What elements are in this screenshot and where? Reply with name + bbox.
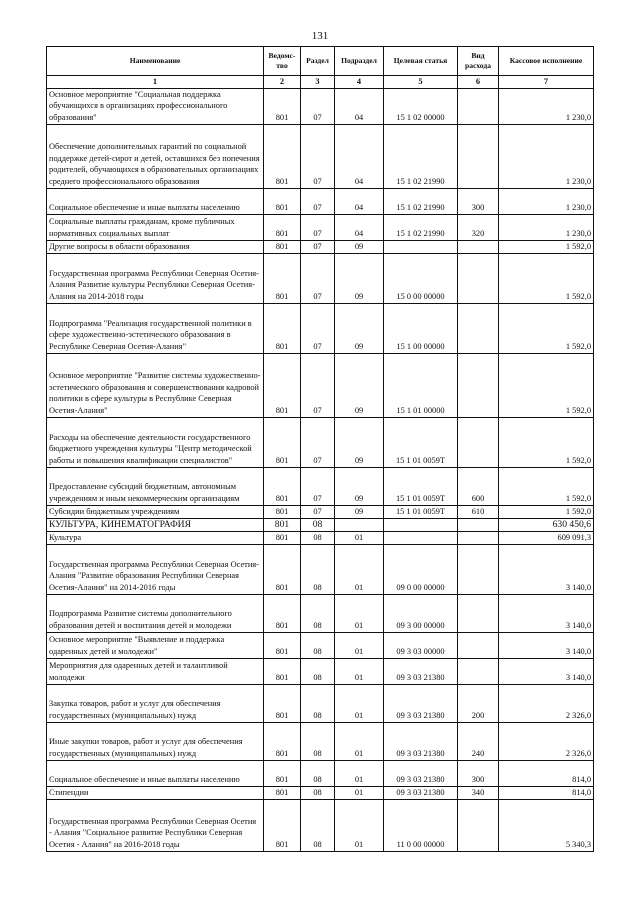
row-vedomstvo: 801: [264, 253, 301, 303]
row-podrazdel: 01: [335, 760, 384, 786]
row-ispolnenie: 1 592,0: [499, 467, 594, 505]
header-ispolnenie: Кассовое исполнение: [499, 47, 594, 76]
row-podrazdel: 01: [335, 684, 384, 722]
row-statya: 15 1 01 00000: [384, 353, 458, 417]
table-row: [47, 240, 594, 253]
row-vid: 610: [458, 505, 499, 518]
row-name: Социальное обеспечение и иные выплаты населению: [47, 760, 264, 786]
row-razdel: 07: [301, 505, 335, 518]
row-vid: [458, 124, 499, 188]
row-vedomstvo: 801: [264, 799, 301, 851]
row-statya: 09 3 03 21380: [384, 722, 458, 760]
row-name: Расходы на обеспечение деятельности государственного бюджетного учреждения культуры "Центр методической работы и повышения квалификации специалистов": [47, 417, 264, 467]
row-razdel: 08: [301, 594, 335, 632]
table-row: [47, 214, 594, 240]
row-vedomstvo: 801: [264, 658, 301, 684]
row-podrazdel: 04: [335, 188, 384, 214]
column-number: 3: [301, 76, 335, 89]
row-vedomstvo: 801: [264, 303, 301, 353]
row-name: Социальные выплаты гражданам, кроме публичных нормативных социальных выплат: [47, 214, 264, 240]
row-razdel: 07: [301, 467, 335, 505]
row-ispolnenie: 814,0: [499, 760, 594, 786]
row-statya: 15 1 02 21990: [384, 214, 458, 240]
row-razdel: 07: [301, 303, 335, 353]
column-number: 4: [335, 76, 384, 89]
row-vedomstvo: 801: [264, 188, 301, 214]
row-statya: 09 3 03 21380: [384, 658, 458, 684]
row-name: Предоставление субсидий бюджетным, автономным учреждениям и иным некоммерческим организациям: [47, 467, 264, 505]
row-name: Государственная программа Республики Северная Осетия-Алания "Развитие образования Республики Северная Осетия-Алания" на 2014-2016 годы: [47, 544, 264, 594]
row-podrazdel: 01: [335, 786, 384, 799]
row-name: Государственная программа Республики Северная Осетия-Алания Развитие культуры Республики Северная Осетия-Алания на 2014-2018 годы: [47, 253, 264, 303]
row-vid: 300: [458, 760, 499, 786]
row-ispolnenie: 1 230,0: [499, 124, 594, 188]
row-name: КУЛЬТУРА, КИНЕМАТОГРАФИЯ: [47, 518, 264, 531]
table-row: [47, 594, 594, 632]
table-row: [47, 632, 594, 658]
row-name: Субсидии бюджетным учреждениям: [47, 505, 264, 518]
table-row: [47, 722, 594, 760]
table-row: [47, 303, 594, 353]
row-vedomstvo: 801: [264, 722, 301, 760]
row-ispolnenie: 3 140,0: [499, 594, 594, 632]
row-ispolnenie: 3 140,0: [499, 658, 594, 684]
header-vid: Вид расхода: [458, 47, 499, 76]
row-ispolnenie: 630 450,6: [499, 518, 594, 531]
row-podrazdel: 09: [335, 303, 384, 353]
table-row: [47, 353, 594, 417]
row-statya: 09 3 03 21380: [384, 760, 458, 786]
row-vedomstvo: 801: [264, 594, 301, 632]
row-podrazdel: 04: [335, 214, 384, 240]
table-row: [47, 467, 594, 505]
row-vedomstvo: 801: [264, 353, 301, 417]
row-razdel: 08: [301, 531, 335, 544]
row-podrazdel: 01: [335, 722, 384, 760]
header-statya: Целевая статья: [384, 47, 458, 76]
row-vedomstvo: 801: [264, 467, 301, 505]
table-row: [47, 531, 594, 544]
row-razdel: 08: [301, 786, 335, 799]
row-razdel: 08: [301, 760, 335, 786]
row-razdel: 08: [301, 684, 335, 722]
row-ispolnenie: 1 592,0: [499, 353, 594, 417]
row-razdel: 07: [301, 253, 335, 303]
table-row: [47, 658, 594, 684]
row-ispolnenie: 1 592,0: [499, 417, 594, 467]
row-name: Подпрограмма Развитие системы дополнительного образования детей и воспитания детей и молодежи: [47, 594, 264, 632]
header-vedomstvo: Ведомс-тво: [264, 47, 301, 76]
row-vedomstvo: 801: [264, 505, 301, 518]
header-podrazdel: Подраздел: [335, 47, 384, 76]
row-razdel: 07: [301, 88, 335, 124]
row-statya: 15 1 00 00000: [384, 303, 458, 353]
table-row: [47, 188, 594, 214]
row-ispolnenie: 609 091,3: [499, 531, 594, 544]
row-razdel: 07: [301, 214, 335, 240]
row-statya: 15 1 02 00000: [384, 88, 458, 124]
row-ispolnenie: 1 592,0: [499, 240, 594, 253]
row-razdel: 08: [301, 518, 335, 531]
row-statya: 09 3 00 00000: [384, 594, 458, 632]
table-row: [47, 799, 594, 851]
row-razdel: 07: [301, 353, 335, 417]
row-podrazdel: 09: [335, 467, 384, 505]
row-vid: [458, 253, 499, 303]
row-podrazdel: 09: [335, 253, 384, 303]
row-statya: 09 3 03 00000: [384, 632, 458, 658]
row-razdel: 08: [301, 799, 335, 851]
row-razdel: 07: [301, 240, 335, 253]
row-statya: [384, 531, 458, 544]
table-row: [47, 124, 594, 188]
row-statya: 15 1 01 0059Т: [384, 417, 458, 467]
row-podrazdel: 01: [335, 531, 384, 544]
row-vid: [458, 518, 499, 531]
row-razdel: 07: [301, 417, 335, 467]
row-statya: 15 1 01 0059Т: [384, 505, 458, 518]
row-name: Основное мероприятие "Развитие системы художественно-эстетического образования и совершенствования кадровой политики в сфере культуры в Республике Северная Осетия-Алания": [47, 353, 264, 417]
header-razdel: Раздел: [301, 47, 335, 76]
row-ispolnenie: 814,0: [499, 786, 594, 799]
row-ispolnenie: 3 140,0: [499, 544, 594, 594]
row-ispolnenie: 1 230,0: [499, 214, 594, 240]
row-vedomstvo: 801: [264, 760, 301, 786]
table-row: [47, 684, 594, 722]
row-vedomstvo: 801: [264, 124, 301, 188]
row-podrazdel: 04: [335, 88, 384, 124]
table-row: [47, 518, 594, 531]
row-podrazdel: 01: [335, 544, 384, 594]
row-ispolnenie: 1 592,0: [499, 253, 594, 303]
row-name: Стипендии: [47, 786, 264, 799]
row-vid: 200: [458, 684, 499, 722]
row-vedomstvo: 801: [264, 88, 301, 124]
row-name: Государственная программа Республики Северная Осетия - Алания "Социальное развитие Республики Северная Осетия - Алания" на 2016-2018 годы: [47, 799, 264, 851]
table-row: [47, 88, 594, 124]
row-vedomstvo: 801: [264, 786, 301, 799]
row-vid: 240: [458, 722, 499, 760]
row-podrazdel: 09: [335, 353, 384, 417]
row-vid: [458, 88, 499, 124]
row-statya: 09 3 03 21380: [384, 684, 458, 722]
row-razdel: 08: [301, 722, 335, 760]
column-number: 1: [47, 76, 264, 89]
row-vid: 300: [458, 188, 499, 214]
row-razdel: 07: [301, 188, 335, 214]
row-ispolnenie: 5 340,3: [499, 799, 594, 851]
row-statya: 09 0 00 00000: [384, 544, 458, 594]
column-number-row: [47, 76, 594, 89]
row-vid: [458, 240, 499, 253]
row-ispolnenie: 1 592,0: [499, 303, 594, 353]
row-name: Иные закупки товаров, работ и услуг для обеспечения государственных (муниципальных) нужд: [47, 722, 264, 760]
row-podrazdel: 01: [335, 799, 384, 851]
row-vedomstvo: 801: [264, 240, 301, 253]
table-row: [47, 417, 594, 467]
row-vid: [458, 594, 499, 632]
row-podrazdel: [335, 518, 384, 531]
table-row: [47, 544, 594, 594]
row-vid: 340: [458, 786, 499, 799]
row-podrazdel: 09: [335, 240, 384, 253]
row-ispolnenie: 1 230,0: [499, 88, 594, 124]
row-vid: [458, 417, 499, 467]
budget-table: [46, 46, 594, 852]
row-vid: [458, 531, 499, 544]
row-name: Мероприятия для одаренных детей и талантливой молодежи: [47, 658, 264, 684]
row-ispolnenie: 2 326,0: [499, 722, 594, 760]
row-statya: 09 3 03 21380: [384, 786, 458, 799]
row-razdel: 08: [301, 544, 335, 594]
row-name: Социальное обеспечение и иные выплаты населению: [47, 188, 264, 214]
row-vedomstvo: 801: [264, 632, 301, 658]
row-name: Другие вопросы в области образования: [47, 240, 264, 253]
row-podrazdel: 09: [335, 417, 384, 467]
row-name: Основное мероприятие "Выявление и поддержка одаренных детей и молодежи": [47, 632, 264, 658]
row-vid: 320: [458, 214, 499, 240]
row-vid: [458, 658, 499, 684]
row-ispolnenie: 1 592,0: [499, 505, 594, 518]
row-podrazdel: 01: [335, 658, 384, 684]
header-row: [47, 47, 594, 76]
row-name: Подпрограмма "Реализация государственной политики в сфере художественно-эстетического образования в Республике Северная Осетия-Алания": [47, 303, 264, 353]
row-statya: 15 0 00 00000: [384, 253, 458, 303]
row-statya: [384, 518, 458, 531]
table-row: [47, 505, 594, 518]
table-body: [47, 88, 594, 851]
row-vedomstvo: 801: [264, 531, 301, 544]
row-razdel: 07: [301, 124, 335, 188]
row-vedomstvo: 801: [264, 417, 301, 467]
row-name: Основное мероприятие "Социальная поддержка обучающихся в организациях профессионального образования": [47, 88, 264, 124]
row-ispolnenie: 3 140,0: [499, 632, 594, 658]
row-vid: [458, 799, 499, 851]
row-vid: [458, 303, 499, 353]
row-vedomstvo: 801: [264, 518, 301, 531]
table-row: [47, 760, 594, 786]
row-razdel: 08: [301, 632, 335, 658]
row-vedomstvo: 801: [264, 214, 301, 240]
table-row: [47, 253, 594, 303]
row-ispolnenie: 2 326,0: [499, 684, 594, 722]
row-statya: 15 1 02 21990: [384, 188, 458, 214]
row-podrazdel: 04: [335, 124, 384, 188]
row-statya: [384, 240, 458, 253]
column-number: 2: [264, 76, 301, 89]
row-razdel: 08: [301, 658, 335, 684]
row-vid: [458, 544, 499, 594]
row-name: Культура: [47, 531, 264, 544]
row-vid: [458, 632, 499, 658]
row-podrazdel: 01: [335, 632, 384, 658]
row-vedomstvo: 801: [264, 684, 301, 722]
column-number: 6: [458, 76, 499, 89]
page-number: 131: [311, 30, 329, 42]
column-number: 5: [384, 76, 458, 89]
row-vedomstvo: 801: [264, 544, 301, 594]
header-name: Наименование: [47, 47, 264, 76]
table-row: [47, 786, 594, 799]
row-statya: 15 1 01 0059Т: [384, 467, 458, 505]
row-ispolnenie: 1 230,0: [499, 188, 594, 214]
row-podrazdel: 09: [335, 505, 384, 518]
row-statya: 11 0 00 00000: [384, 799, 458, 851]
row-name: Обеспечение дополнительных гарантий по социальной поддержке детей-сирот и детей, оставшихся без попечения родителей, обучающихся в образовательных организациях среднего профессионального образования: [47, 124, 264, 188]
column-number: 7: [499, 76, 594, 89]
row-podrazdel: 01: [335, 594, 384, 632]
row-vid: 600: [458, 467, 499, 505]
row-vid: [458, 353, 499, 417]
row-name: Закупка товаров, работ и услуг для обеспечения государственных (муниципальных) нужд: [47, 684, 264, 722]
row-statya: 15 1 02 21990: [384, 124, 458, 188]
